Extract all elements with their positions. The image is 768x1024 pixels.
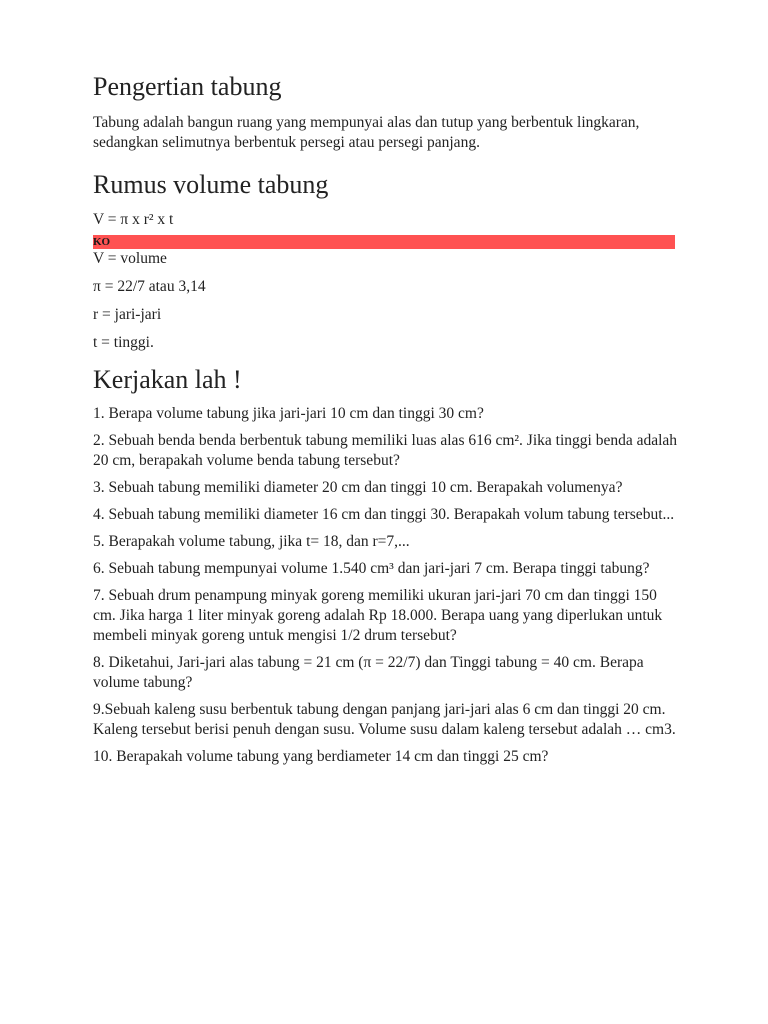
legend-item-height: t = tinggi. [93,334,154,351]
exercise-question: 3. Sebuah tabung memiliki diameter 20 cm dan tinggi 10 cm. Berapakah volumenya? [93,479,623,496]
highlight-label: KO [93,236,111,248]
exercise-question: 2. Sebuah benda benda berbentuk tabung memiliki luas alas 616 cm². Jika tinggi benda adalah 20 cm, berapakah volume benda tabung tersebut? [93,432,678,469]
volume-formula: V = π x r² x t [93,211,174,228]
exercise-question: 6. Sebuah tabung mempunyai volume 1.540 cm³ dan jari-jari 7 cm. Berapa tinggi tabung? [93,560,650,577]
exercise-question: 1. Berapa volume tabung jika jari-jari 10 cm dan tinggi 30 cm? [93,405,484,422]
definition-paragraph: Tabung adalah bangun ruang yang mempunyai alas dan tutup yang berbentuk lingkaran, sedangkan selimutnya berbentuk persegi atau persegi panjang. [93,114,640,151]
formula-legend [93,249,683,353]
exercise-question: 10. Berapakah volume tabung yang berdiameter 14 cm dan tinggi 25 cm? [93,748,549,765]
heading-pengertian-tabung: Pengertian tabung [93,72,282,101]
exercise-question: 4. Sebuah tabung memiliki diameter 16 cm dan tinggi 30. Berapakah volum tabung tersebut... [93,506,675,523]
heading-rumus-volume: Rumus volume tabung [93,170,329,199]
document-content [93,70,683,774]
exercise-question: 9.Sebuah kaleng susu berbentuk tabung dengan panjang jari-jari alas 6 cm dan tinggi 20 cm. Kaleng tersebut berisi penuh dengan susu. Volume susu dalam kaleng tersebut adalah … cm3. [93,701,676,738]
exercise-question: 5. Berapakah volume tabung, jika t= 18, dan r=7,... [93,533,410,550]
exercise-question: 7. Sebuah drum penampung minyak goreng memiliki ukuran jari-jari 70 cm dan tinggi 150 cm. Jika harga 1 liter minyak goreng adalah Rp 18.000. Berapa uang yang diperlukan untuk membeli minyak goreng untuk mengisi 1/2 drum tersebut? [93,587,663,644]
heading-kerjakan-lah: Kerjakan lah ! [93,365,242,394]
highlight-bar [93,235,675,249]
legend-item-pi: π = 22/7 atau 3,14 [93,278,206,295]
legend-item-radius: r = jari-jari [93,306,162,323]
legend-item-volume: V = volume [93,250,167,267]
exercise-question: 8. Diketahui, Jari-jari alas tabung = 21 cm (π = 22/7) dan Tinggi tabung = 40 cm. Berapa volume tabung? [93,654,644,691]
exercise-list [93,404,683,767]
